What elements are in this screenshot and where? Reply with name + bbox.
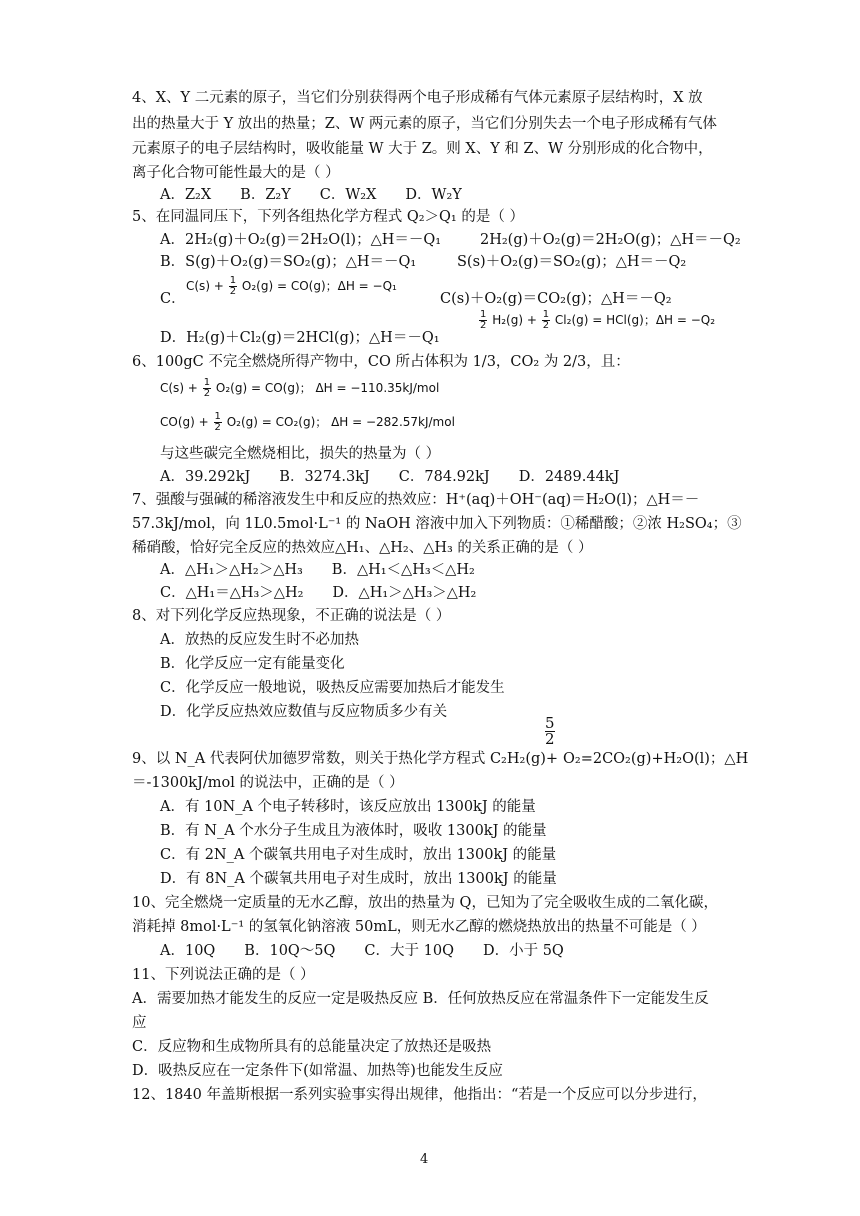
q9-line2: ＝-1300kJ/mol 的说法中，正确的是（ ）	[132, 775, 404, 791]
q5-stem: 5、在同温同压下，下列各组热化学方程式 Q₂＞Q₁ 的是（ ）	[132, 209, 524, 225]
q11-option-c: C．反应物和生成物所具有的总能量决定了放热还是吸热	[132, 1039, 492, 1055]
q4-line3: 元素原子的电子层结构时，吸收能量 W 大于 Z。则 X、Y 和 Z、W 分别形成的化合物中，	[132, 141, 713, 157]
q5-b1: B．S(g)＋O₂(g)＝SO₂(g)；△H＝－Q₁	[160, 254, 417, 270]
q9-fraction: $\frac{5}{2}$	[545, 714, 555, 748]
q12-stem: 12、1840 年盖斯根据一系列实验事实得出规律，他指出：“若是一个反应可以分步进行，	[132, 1087, 707, 1103]
q10-line2: 消耗掉 8mol·L⁻¹ 的氢氧化钠溶液 50mL，则无水乙醇的燃烧热放出的热量不可能是（ ）	[132, 919, 706, 935]
q9-option-c: C．有 2N_A 个碳氧共用电子对生成时，放出 1300kJ 的能量	[160, 847, 557, 863]
q6-eq2: CO(g) + $\frac{1}{2}$ O₂(g) = CO₂(g)； ΔH = −282.57kJ/mol	[160, 411, 455, 433]
q7-line2: 57.3kJ/mol，向 1L0.5mol·L⁻¹ 的 NaOH 溶液中加入下列物质：①稀醋酸；②浓 H₂SO₄；③	[132, 516, 742, 532]
q4-line4: 离子化合物可能性最大的是（ ）	[132, 165, 340, 181]
q7-line1: 7、强酸与强碱的稀溶液发生中和反应的热效应：H⁺(aq)＋OH⁻(aq)＝H₂O(l)；△H＝－	[132, 492, 700, 508]
q7-options-2: C．△H₁＝△H₃＞△H₂ D．△H₁＞△H₃＞△H₂	[160, 585, 477, 601]
q5-c1-equation: C(s) + $\frac{1}{2}$ O₂(g) = CO(g)；ΔH = −Q₁	[186, 275, 397, 297]
q4-options: A．Z₂X B．Z₂Y C．W₂X D．W₂Y	[160, 187, 462, 203]
q9-option-b: B．有 N_A 个水分子生成且为液体时，吸收 1300kJ 的能量	[160, 823, 547, 839]
q7-line3: 稀硝酸，恰好完全反应的热效应△H₁、△H₂、△H₃ 的关系正确的是（ ）	[132, 540, 593, 556]
q11-stem: 11、下列说法正确的是（ ）	[132, 967, 315, 983]
q4-line2: 出的热量大于 Y 放出的热量；Z、W 两元素的原子，当它们分别失去一个电子形成稀有气体	[132, 116, 717, 132]
q10-options: A．10Q B．10Q～5Q C．大于 10Q D．小于 5Q	[160, 943, 564, 959]
q8-option-b: B．化学反应一定有能量变化	[160, 656, 345, 672]
q11-option-ab: A．需要加热才能发生的反应一定是吸热反应 B．任何放热反应在常温条件下一定能发生反	[132, 991, 709, 1007]
q5-c-label: C．	[160, 291, 186, 307]
q8-option-c: C．化学反应一般地说，吸热反应需要加热后才能发生	[160, 680, 505, 696]
q5-c2: C(s)＋O₂(g)＝CO₂(g)；△H＝－Q₂	[440, 291, 672, 307]
q4-line1: 4、X、Y 二元素的原子，当它们分别获得两个电子形成稀有气体元素原子层结构时，X 放	[132, 90, 703, 106]
q10-line1: 10、完全燃烧一定质量的无水乙醇，放出的热量为 Q，已知为了完全吸收生成的二氧化碳，	[132, 895, 718, 911]
q6-options: A．39.292kJ B．3274.3kJ C．784.92kJ D．2489.44kJ	[160, 469, 620, 485]
q11-option-d: D．吸热反应在一定条件下(如常温、加热等)也能发生反应	[132, 1063, 503, 1079]
q6-ask: 与这些碳完全燃烧相比，损失的热量为（ ）	[160, 446, 441, 462]
page-number: 4	[420, 1152, 429, 1167]
q11-option-ab-cont: 应	[132, 1015, 147, 1031]
q9-option-d: D．有 8N_A 个碳氧共用电子对生成时，放出 1300kJ 的能量	[160, 871, 557, 887]
q8-stem: 8、对下列化学反应热现象，不正确的说法是（ ）	[132, 608, 451, 624]
q5-a1: A．2H₂(g)＋O₂(g)＝2H₂O(l)；△H＝－Q₁	[160, 232, 442, 248]
q5-d2-equation: $\frac{1}{2}$ H₂(g) + $\frac{1}{2}$ Cl₂(g) = HCl(g)；ΔH = −Q₂	[480, 309, 716, 331]
q5-d1: D．H₂(g)＋Cl₂(g)＝2HCl(g)；△H＝－Q₁	[160, 330, 440, 346]
q5-b2: S(s)＋O₂(g)＝SO₂(g)；△H＝－Q₂	[457, 254, 687, 270]
q8-option-d: D．化学反应热效应数值与反应物质多少有关	[160, 704, 448, 720]
q5-a2: 2H₂(g)＋O₂(g)＝2H₂O(g)；△H＝－Q₂	[480, 232, 741, 248]
q9-line1-pre: 9、以 N_A 代表阿伏加德罗常数，则关于热化学方程式 C₂H₂(g)+	[132, 751, 559, 767]
q6-eq1: C(s) + $\frac{1}{2}$ O₂(g) = CO(g)； ΔH = −110.35kJ/mol	[160, 377, 440, 399]
q6-stem: 6、100gC 不完全燃烧所得产物中，CO 所占体积为 1/3，CO₂ 为 2/3，且：	[132, 354, 630, 370]
q8-option-a: A．放热的反应发生时不必加热	[160, 632, 359, 648]
q9-line1-post: O₂=2CO₂(g)+H₂O(l)；△H	[563, 751, 749, 767]
q7-options-1: A．△H₁＞△H₂＞△H₃ B．△H₁＜△H₃＜△H₂	[160, 562, 475, 578]
q9-option-a: A．有 10N_A 个电子转移时，该反应放出 1300kJ 的能量	[160, 799, 536, 815]
